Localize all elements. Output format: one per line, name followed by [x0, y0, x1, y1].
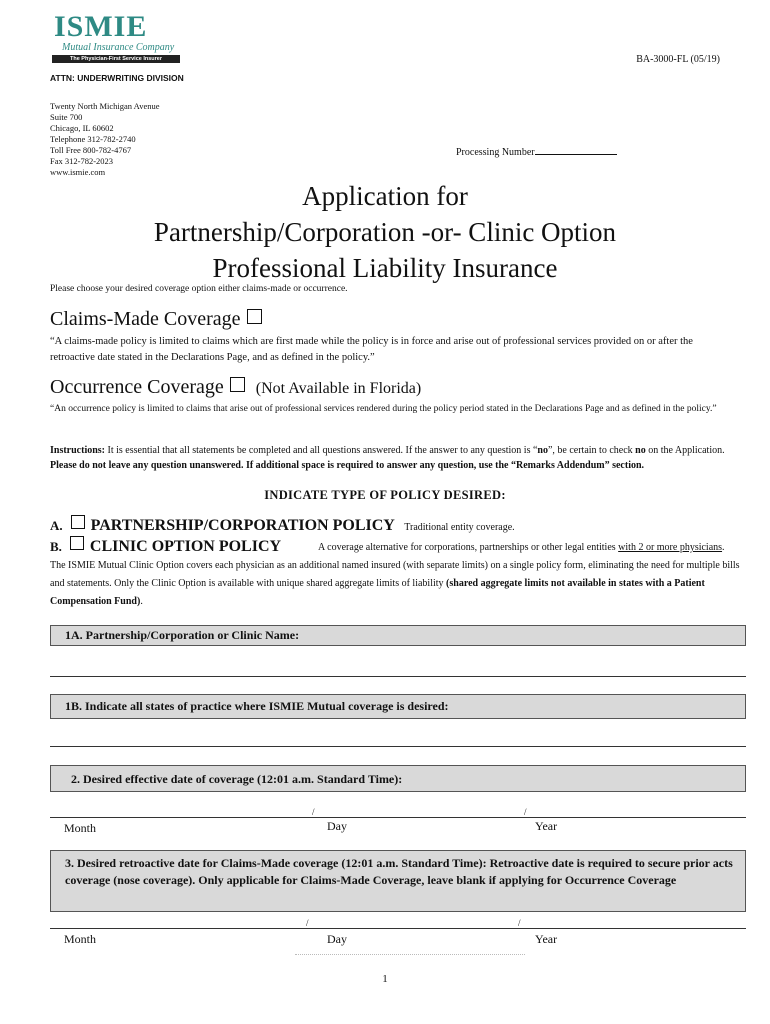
states-of-practice-field[interactable]	[50, 746, 746, 747]
address-block	[50, 101, 160, 178]
occurrence-checkbox[interactable]	[230, 377, 245, 392]
instructions-text: It is essential that all statements be completed and all questions answered. If the answer to any question is “	[105, 445, 538, 456]
processing-label: Processing Number	[456, 147, 535, 158]
date-slash: /	[306, 918, 309, 928]
page-title	[0, 178, 770, 286]
option-b-desc	[50, 539, 740, 611]
effective-month-label: Month	[64, 821, 97, 835]
effective-day-label: Day	[327, 819, 347, 833]
option-a	[50, 515, 740, 535]
instructions-text: on the Application.	[645, 445, 725, 456]
occurrence-heading	[50, 376, 421, 399]
occurrence-label: Occurrence Coverage	[50, 376, 224, 398]
section-2-header: 2. Desired effective date of coverage (12:01 a.m. Standard Time):	[50, 765, 746, 792]
date-slash: /	[524, 807, 527, 817]
option-b-label: CLINIC OPTION POLICY	[89, 538, 282, 555]
no-emphasis: no	[635, 445, 646, 456]
title-line: Professional Liability Insurance	[212, 253, 558, 283]
ismie-logo	[52, 12, 182, 60]
effective-date-field[interactable]	[50, 817, 746, 818]
option-b-desc-bold: (shared aggregate limits not available in states with a Patient Compensation Fund)	[50, 578, 705, 607]
logo-tagline: The Physician-First Service Insurer	[52, 55, 180, 63]
date-slash: /	[518, 918, 521, 928]
processing-number-field[interactable]	[535, 145, 617, 155]
intro-text: Please choose your desired coverage option either claims-made or occurrence.	[50, 284, 348, 294]
occurrence-definition: “An occurrence policy is limited to claims that arise out of professional services rendered during the policy period stated in the Declarations Page and as defined in the policy.”	[50, 404, 717, 414]
divider	[295, 954, 525, 955]
address-line: Fax 312-782-2023	[50, 156, 114, 166]
section-1a-header: 1A. Partnership/Corporation or Clinic Name:	[50, 625, 746, 646]
occurrence-note: (Not Available in Florida)	[255, 380, 422, 397]
option-b-desc-text: . The ISMIE Mutual Clinic Option covers each physician as an additional named insured (with separate limits) on a single policy form, eliminating the need for multiple bills and statements. Only the Clinic Option is available with unique shared aggregate limits of liability	[50, 542, 740, 589]
instructions-label: Instructions:	[50, 445, 106, 456]
claims-made-label: Claims-Made Coverage	[50, 308, 241, 330]
date-slash: /	[312, 807, 315, 817]
option-b-letter: B.	[50, 539, 62, 554]
attn-line: ATTN: UNDERWRITING DIVISION	[50, 73, 184, 83]
clinic-name-field[interactable]	[50, 676, 746, 677]
option-b-desc-underlined: with 2 or more physicians	[618, 542, 723, 553]
claims-made-heading	[50, 308, 262, 331]
address-line: Twenty North Michigan Avenue	[50, 101, 160, 111]
claims-made-checkbox[interactable]	[247, 309, 262, 324]
instructions-text: ”, be certain to check	[547, 445, 636, 456]
address-line: Telephone 312-782-2740	[50, 134, 136, 144]
option-a-letter: A.	[50, 518, 63, 533]
option-a-desc: Traditional entity coverage.	[404, 522, 515, 533]
title-line: Application for	[302, 181, 468, 211]
retro-year-label: Year	[535, 932, 558, 946]
processing-number	[456, 145, 617, 158]
page-number: 1	[382, 973, 388, 985]
claims-made-definition: “A claims-made policy is limited to claims which are first made while the policy is in force and arise out of professional services provided on or after the retroactive date stated in the Declarations Page, and as defined in the policy.”	[50, 336, 693, 363]
section-3-header	[50, 850, 746, 912]
address-line: www.ismie.com	[50, 167, 106, 177]
section-3-text: 3. Desired retroactive date for Claims-Made coverage (12:01 a.m. Standard Time): Retroactive date is required to secure prior acts coverage (nose coverage). Only applicable for Claims-Made Coverage, leave blank if applying for Occurrence Coverage	[65, 856, 733, 887]
indicate-policy-heading: INDICATE TYPE OF POLICY DESIRED:	[264, 488, 506, 502]
logo-name: ISMIE	[54, 10, 148, 43]
retroactive-date-field[interactable]	[50, 928, 746, 929]
option-b-desc-text: .	[140, 596, 143, 607]
retro-day-label: Day	[327, 932, 347, 946]
logo-subtitle: Mutual Insurance Company	[62, 42, 175, 53]
form-code: BA-3000-FL (05/19)	[636, 54, 720, 65]
address-line: Toll Free 800-782-4767	[50, 145, 132, 155]
partnership-policy-checkbox[interactable]	[71, 515, 85, 529]
no-emphasis: no	[537, 445, 548, 456]
retro-month-label: Month	[64, 932, 97, 946]
address-line: Suite 700	[50, 112, 83, 122]
effective-year-label: Year	[535, 819, 558, 833]
section-1b-header: 1B. Indicate all states of practice where ISMIE Mutual coverage is desired:	[50, 694, 746, 719]
instructions-bold: Please do not leave any question unanswered. If additional space is required to answer any question, use the “Remarks Addendum” section.	[50, 459, 645, 471]
address-line: Chicago, IL 60602	[50, 123, 114, 133]
title-line: Partnership/Corporation -or- Clinic Option	[153, 217, 617, 247]
instructions	[50, 444, 734, 473]
option-b-desc-text: A coverage alternative for corporations, partnerships or other legal entities	[318, 542, 619, 553]
option-a-label: PARTNERSHIP/CORPORATION POLICY	[90, 517, 395, 534]
